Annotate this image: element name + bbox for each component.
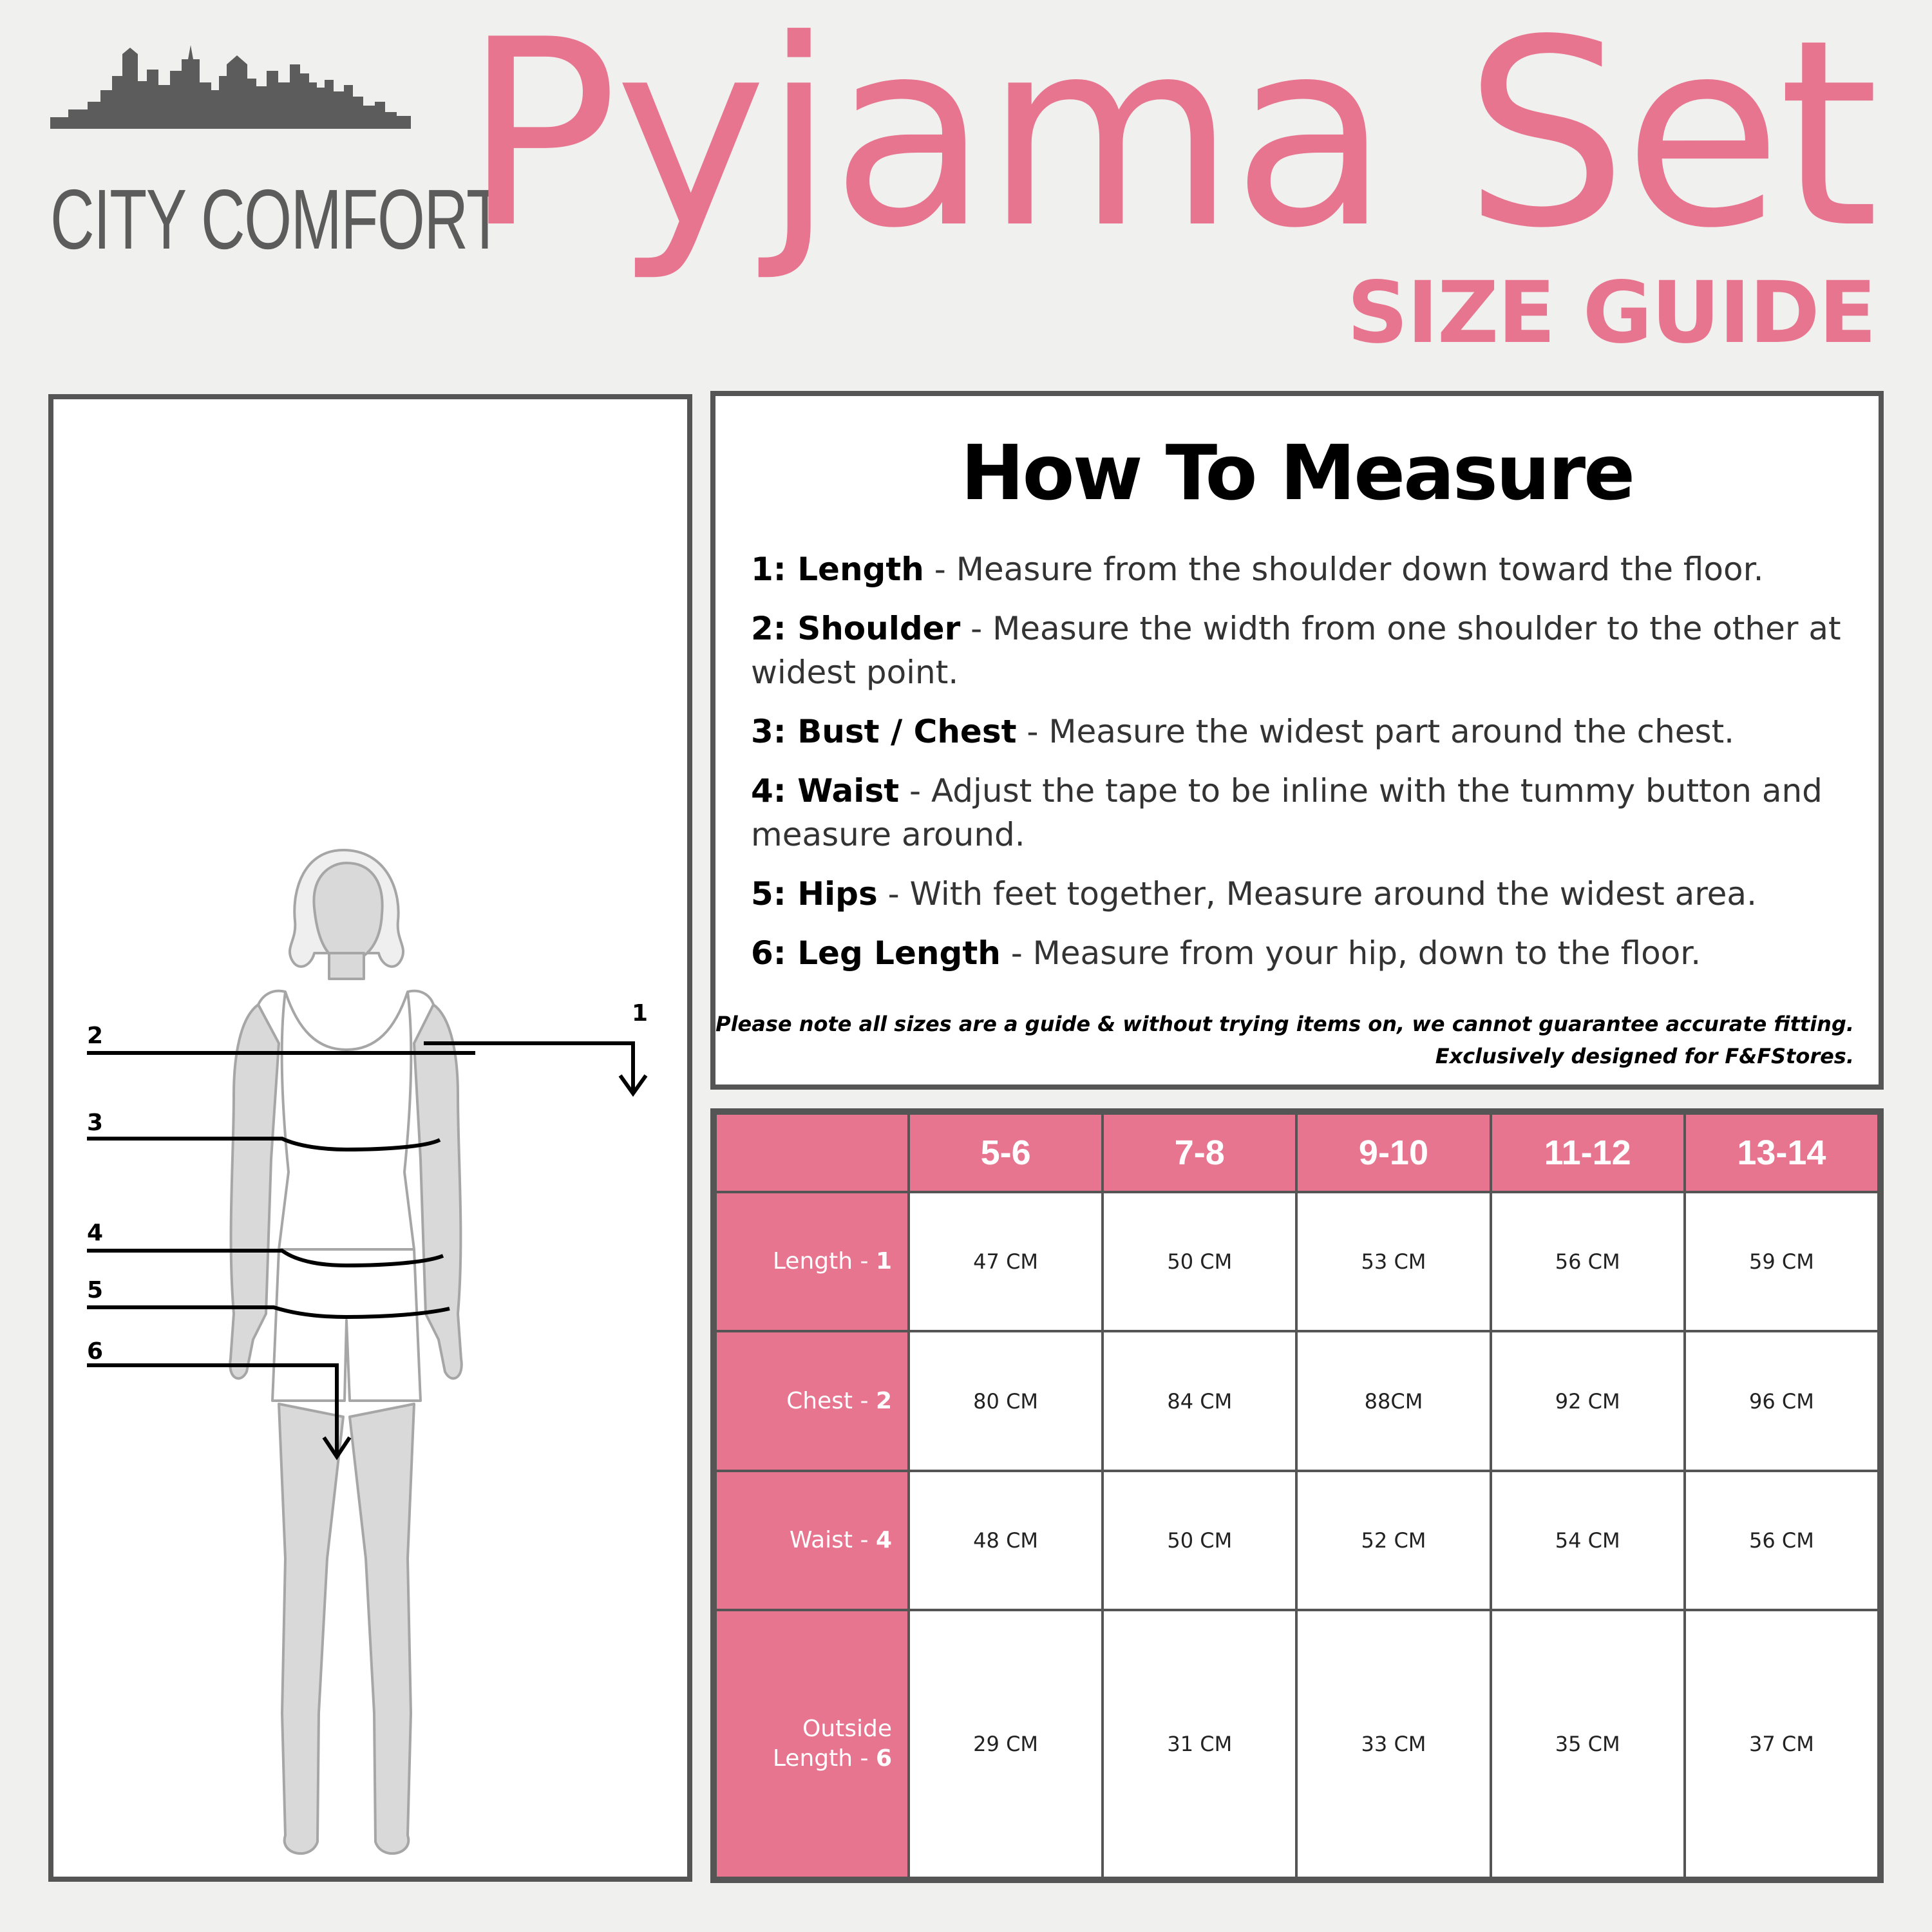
size-chart-table bbox=[710, 1108, 1884, 1883]
row-label-text: Outside bbox=[802, 1716, 892, 1743]
marker-5: 5 bbox=[87, 1277, 104, 1303]
size-header-row bbox=[715, 1113, 1879, 1192]
size-header: 7-8 bbox=[1103, 1113, 1296, 1192]
fitting-disclaimer bbox=[715, 1008, 1854, 1072]
disclaimer-line-1: Please note all sizes are a guide & without trying items on, we cannot guarantee accurate fitting. bbox=[715, 1012, 1854, 1036]
row-label: Outside Length - 6 bbox=[715, 1610, 909, 1878]
measure-item-label: 2: Shoulder bbox=[751, 610, 961, 647]
city-skyline-icon bbox=[50, 45, 411, 129]
marker-3: 3 bbox=[87, 1110, 104, 1136]
table-cell: 31 CM bbox=[1103, 1610, 1296, 1878]
measure-item-label: 6: Leg Length bbox=[751, 934, 1001, 972]
table-cell: 29 CM bbox=[909, 1610, 1103, 1878]
measure-item-length bbox=[751, 547, 1859, 591]
table-cell: 92 CM bbox=[1491, 1331, 1685, 1470]
measure-item-label: 3: Bust / Chest bbox=[751, 713, 1017, 750]
row-label: Length - 1 bbox=[715, 1192, 909, 1331]
table-cell: 50 CM bbox=[1103, 1471, 1296, 1610]
table-row-chest bbox=[715, 1331, 1879, 1470]
row-label-text: Waist bbox=[789, 1527, 853, 1554]
measure-item-waist bbox=[751, 769, 1859, 857]
page-subtitle: SIZE GUIDE bbox=[1347, 263, 1875, 363]
table-cell: 80 CM bbox=[909, 1331, 1103, 1470]
table-cell: 53 CM bbox=[1296, 1192, 1490, 1331]
table-cell: 37 CM bbox=[1685, 1610, 1879, 1878]
measure-item-chest bbox=[751, 710, 1859, 753]
measure-item-label: 5: Hips bbox=[751, 875, 878, 913]
table-cell: 33 CM bbox=[1296, 1610, 1490, 1878]
measure-item-desc: - Adjust the tape to be inline with the tummy button and measure around. bbox=[751, 772, 1823, 853]
row-label-number: 2 bbox=[875, 1387, 892, 1414]
row-label-text: Chest bbox=[786, 1387, 853, 1414]
table-cell: 88CM bbox=[1296, 1331, 1490, 1470]
row-label-number: 6 bbox=[875, 1745, 892, 1772]
table-cell: 35 CM bbox=[1491, 1610, 1685, 1878]
table-cell: 59 CM bbox=[1685, 1192, 1879, 1331]
row-label-number: 1 bbox=[875, 1248, 892, 1275]
table-cell: 47 CM bbox=[909, 1192, 1103, 1331]
size-header: 5-6 bbox=[909, 1113, 1103, 1192]
table-corner-cell bbox=[715, 1113, 909, 1192]
table-row-waist bbox=[715, 1471, 1879, 1610]
size-header: 9-10 bbox=[1296, 1113, 1490, 1192]
table-row-outside-length bbox=[715, 1610, 1879, 1878]
row-label: Waist - 4 bbox=[715, 1471, 909, 1610]
row-label-text: Length bbox=[772, 1248, 853, 1275]
size-header: 11-12 bbox=[1491, 1113, 1685, 1192]
size-header: 13-14 bbox=[1685, 1113, 1879, 1192]
measure-item-shoulder bbox=[751, 607, 1859, 694]
table-cell: 56 CM bbox=[1491, 1192, 1685, 1331]
measure-item-desc: - Measure from your hip, down to the floor. bbox=[1000, 934, 1701, 972]
how-to-measure-heading: How To Measure bbox=[960, 428, 1634, 517]
marker-6: 6 bbox=[87, 1338, 104, 1365]
brand-name: CITY COMFORT bbox=[50, 172, 503, 267]
marker-2: 2 bbox=[87, 1023, 104, 1049]
brand-logo bbox=[50, 45, 503, 267]
disclaimer-line-2: Exclusively designed for F&FStores. bbox=[1435, 1044, 1854, 1068]
table-cell: 56 CM bbox=[1685, 1471, 1879, 1610]
measure-item-label: 1: Length bbox=[751, 551, 924, 588]
measure-instructions-list bbox=[751, 547, 1859, 990]
marker-1: 1 bbox=[632, 1000, 649, 1027]
table-row-length bbox=[715, 1192, 1879, 1331]
measure-item-leg-length bbox=[751, 931, 1859, 975]
marker-4: 4 bbox=[87, 1220, 104, 1246]
row-label-text: Length bbox=[772, 1745, 853, 1772]
how-to-measure-panel bbox=[710, 391, 1884, 1090]
page-title: Pyjama Set bbox=[463, 0, 1875, 285]
table-cell: 84 CM bbox=[1103, 1331, 1296, 1470]
measure-item-desc: - Measure the widest part around the chest. bbox=[1016, 713, 1735, 750]
measure-item-hips bbox=[751, 872, 1859, 916]
child-figure-illustration bbox=[53, 399, 687, 1877]
table-cell: 96 CM bbox=[1685, 1331, 1879, 1470]
row-label-number: 4 bbox=[875, 1527, 892, 1554]
measure-item-desc: - Measure from the shoulder down toward the floor. bbox=[923, 551, 1764, 588]
row-label: Chest - 2 bbox=[715, 1331, 909, 1470]
table-cell: 50 CM bbox=[1103, 1192, 1296, 1331]
measure-item-desc: - With feet together, Measure around the widest area. bbox=[877, 875, 1757, 913]
measure-item-label: 4: Waist bbox=[751, 772, 900, 810]
table-cell: 52 CM bbox=[1296, 1471, 1490, 1610]
table-cell: 48 CM bbox=[909, 1471, 1103, 1610]
measure-item-desc: - Measure the width from one shoulder to the other at widest point. bbox=[751, 610, 1841, 691]
table-cell: 54 CM bbox=[1491, 1471, 1685, 1610]
body-figure-panel bbox=[48, 394, 692, 1882]
